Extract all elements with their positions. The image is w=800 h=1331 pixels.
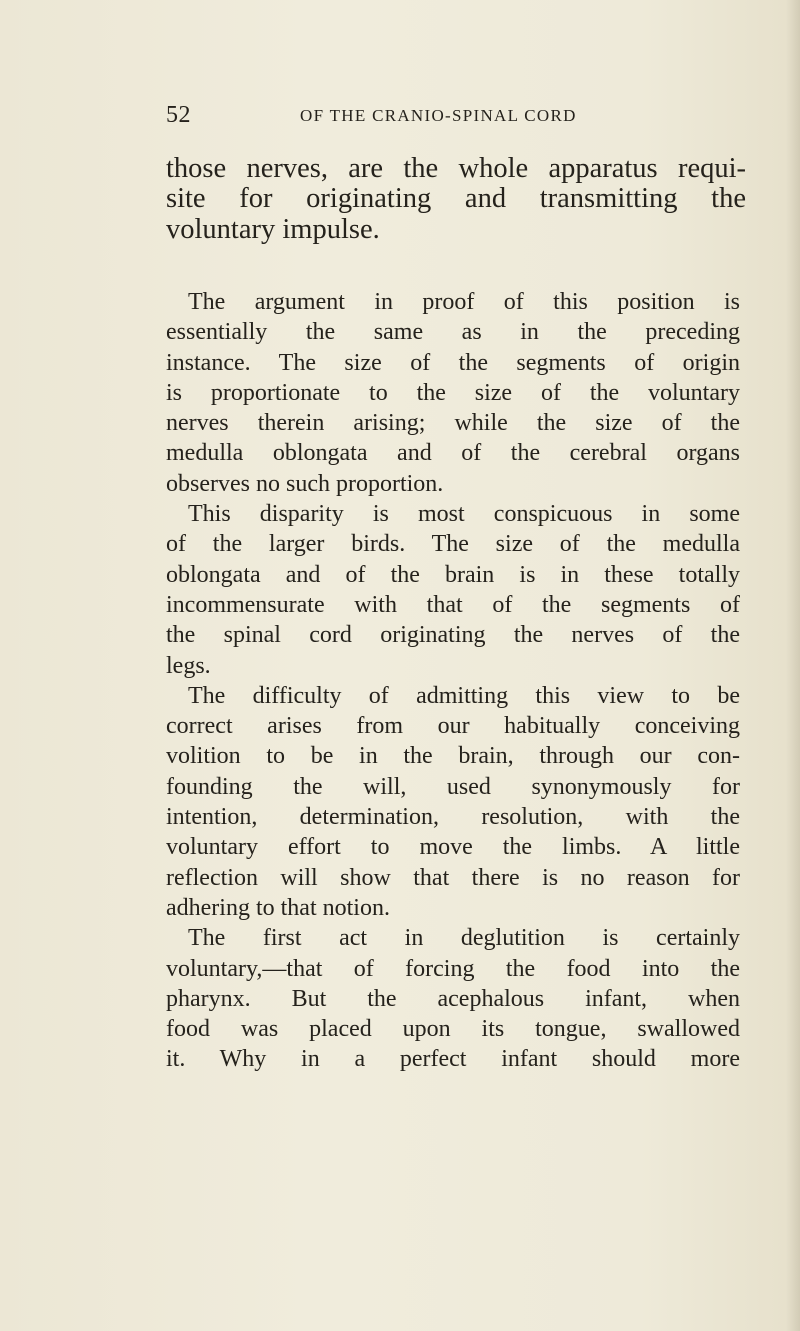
text-line: site for originating and transmitting the (166, 183, 746, 215)
text-line: This disparity is most conspicuous in some (188, 501, 740, 528)
text-line: voluntary,—that of forcing the food into the (166, 955, 740, 982)
text-line: those nerves, are the whole apparatus requi- (166, 153, 746, 184)
text-line: medulla oblongata and of the cerebral organs (166, 440, 740, 467)
page-header (166, 100, 606, 130)
running-head: OF THE CRANIO-SPINAL CORD (300, 106, 577, 125)
body-text (166, 287, 740, 1075)
text-line: The first act in deglutition is certainly (188, 925, 740, 952)
text-line: essentially the same as in the preceding (166, 319, 740, 346)
text-line: incommensurate with that of the segments of (166, 591, 740, 618)
text-line: The argument in proof of this position is (188, 289, 740, 315)
paragraph-argument (166, 287, 740, 499)
text-line: founding the will, used synonymously for (166, 773, 740, 800)
text-line: it. Why in a perfect infant should more (166, 1046, 740, 1073)
text-line: The difficulty of admitting this view to be (188, 682, 740, 709)
text-line: oblongata and of the brain is in these totally (166, 561, 740, 588)
text-line: is proportionate to the size of the voluntary (166, 379, 740, 406)
text-line: legs. (166, 652, 211, 679)
text-line: nerves therein arising; while the size of the (166, 410, 740, 437)
text-line: pharynx. But the acephalous infant, when (166, 985, 740, 1012)
paragraph-disparity (166, 499, 740, 681)
text-line: observes no such proportion. (166, 470, 444, 497)
text-line: volition to be in the brain, through our con- (166, 743, 740, 770)
paragraph-deglutition (166, 923, 740, 1074)
text-line: adhering to that notion. (166, 894, 390, 921)
page-number: 52 (166, 102, 191, 128)
text-line: instance. The size of the segments of origin (166, 349, 740, 376)
text-line: food was placed upon its tongue, swallowed (166, 1016, 740, 1043)
text-line: reflection will show that there is no reason for (166, 864, 740, 891)
text-line: of the larger birds. The size of the medulla (166, 531, 740, 558)
text-line: voluntary impulse. (166, 213, 380, 245)
paragraph-difficulty (166, 681, 740, 923)
page-edge-shadow (786, 0, 800, 1331)
text-line: the spinal cord originating the nerves of the (166, 622, 740, 649)
text-line: intention, determination, resolution, with the (166, 804, 740, 831)
text-line: correct arises from our habitually conceiving (166, 713, 740, 740)
text-line: voluntary effort to move the limbs. A little (166, 834, 740, 861)
opening-paragraph (166, 150, 746, 245)
